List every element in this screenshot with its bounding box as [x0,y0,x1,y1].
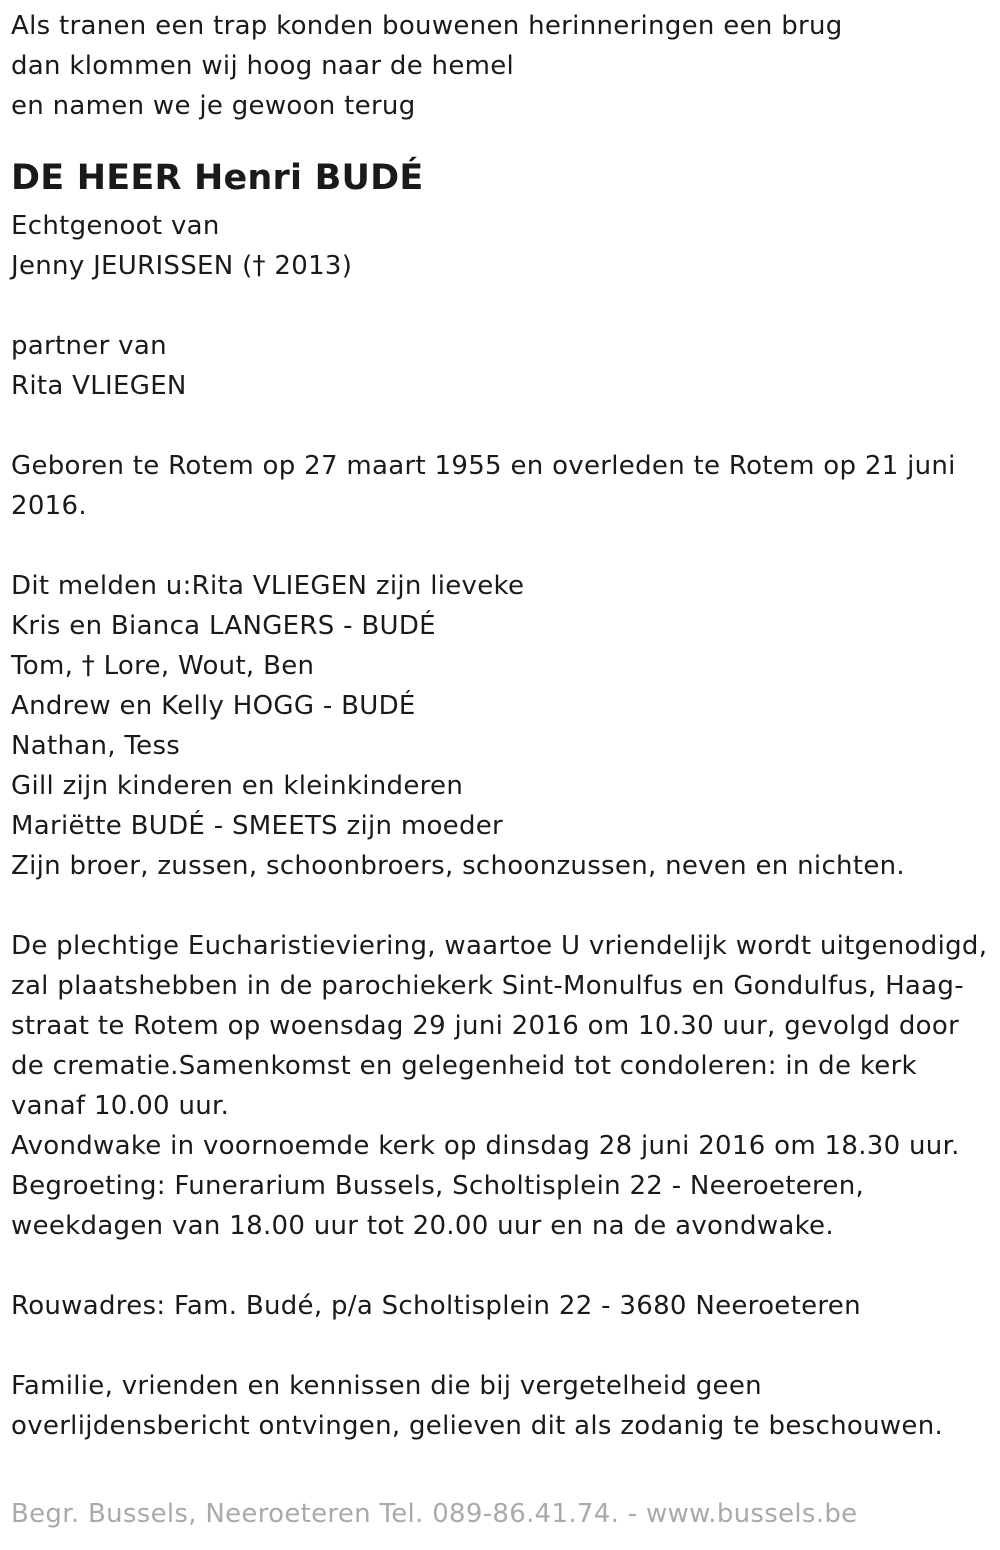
announcer-line: Mariëtte BUDÉ - SMEETS zijn moeder [11,811,504,841]
spacer [11,126,996,150]
poem-line: en namen we je gewoon terug [11,91,416,121]
mourning-address: Rouwadres: Fam. Budé, p/a Scholtisplein 22 - 3680 Neeroeteren [11,1291,861,1321]
spouse-label: Echtgenoot van [11,211,220,241]
poem-line: dan klommen wij hoog naar de hemel [11,51,515,81]
ceremony-line: weekdagen van 18.00 uur tot 20.00 uur en na de avondwake. [11,1211,834,1241]
announcer-line: Zijn broer, zussen, schoonbroers, schoonzussen, neven en nichten. [11,851,905,881]
closing-section [11,1366,996,1446]
ceremony-line: vanaf 10.00 uur. [11,1091,230,1121]
poem-line: Als tranen een trap konden bouwenen herinneringen een brug [11,11,843,41]
closing-line: overlijdensbericht ontvingen, gelieven dit als zodanig te beschouwen. [11,1411,944,1441]
birth-death-section [11,446,996,526]
ceremony-line: zal plaatshebben in de parochiekerk Sint-Monulfus en Gondulfus, Haag- [11,971,964,1001]
partner-section [11,326,996,406]
birth-death-line: Geboren te Rotem op 27 maart 1955 en overleden te Rotem op 21 juni [11,451,956,481]
partner-label: partner van [11,331,167,361]
ceremony-line: de crematie.Samenkomst en gelegenheid tot condoleren: in de kerk [11,1051,917,1081]
announcer-line: Gill zijn kinderen en kleinkinderen [11,771,464,801]
announcer-line: Dit melden u:Rita VLIEGEN zijn lieveke [11,571,525,601]
ceremony-line: straat te Rotem op woensdag 29 juni 2016 om 10.30 uur, gevolgd door [11,1011,960,1041]
closing-line: Familie, vrienden en kennissen die bij vergetelheid geen [11,1371,762,1401]
announcer-line: Kris en Bianca LANGERS - BUDÉ [11,611,436,641]
deceased-name-heading: DE HEER Henri BUDÉ [11,158,424,198]
spouse-section [11,206,996,286]
funeral-home-footer: Begr. Bussels, Neeroeteren Tel. 089-86.41.74. - www.bussels.be [11,1499,858,1529]
spacer [11,286,996,326]
spacer [11,886,996,926]
announcer-line: Andrew en Kelly HOGG - BUDÉ [11,691,416,721]
ceremony-line: Avondwake in voornoemde kerk op dinsdag 28 juni 2016 om 18.30 uur. [11,1131,960,1161]
ceremony-line: De plechtige Eucharistieviering, waartoe U vriendelijk wordt uitgenodigd, [11,931,988,961]
birth-death-line: 2016. [11,491,87,521]
spouse-name: Jenny JEURISSEN († 2013) [11,251,353,281]
ceremony-section [11,926,996,1246]
announcer-line: Nathan, Tess [11,731,181,761]
spacer [11,1246,996,1286]
poem [11,6,996,126]
spacer [11,1326,996,1366]
spacer [11,406,996,446]
announcer-line: Tom, † Lore, Wout, Ben [11,651,315,681]
ceremony-line: Begroeting: Funerarium Bussels, Scholtisplein 22 - Neeroeteren, [11,1171,865,1201]
partner-name: Rita VLIEGEN [11,371,187,401]
obituary-notice [11,6,996,1446]
announcers-section [11,566,996,886]
spacer [11,526,996,566]
